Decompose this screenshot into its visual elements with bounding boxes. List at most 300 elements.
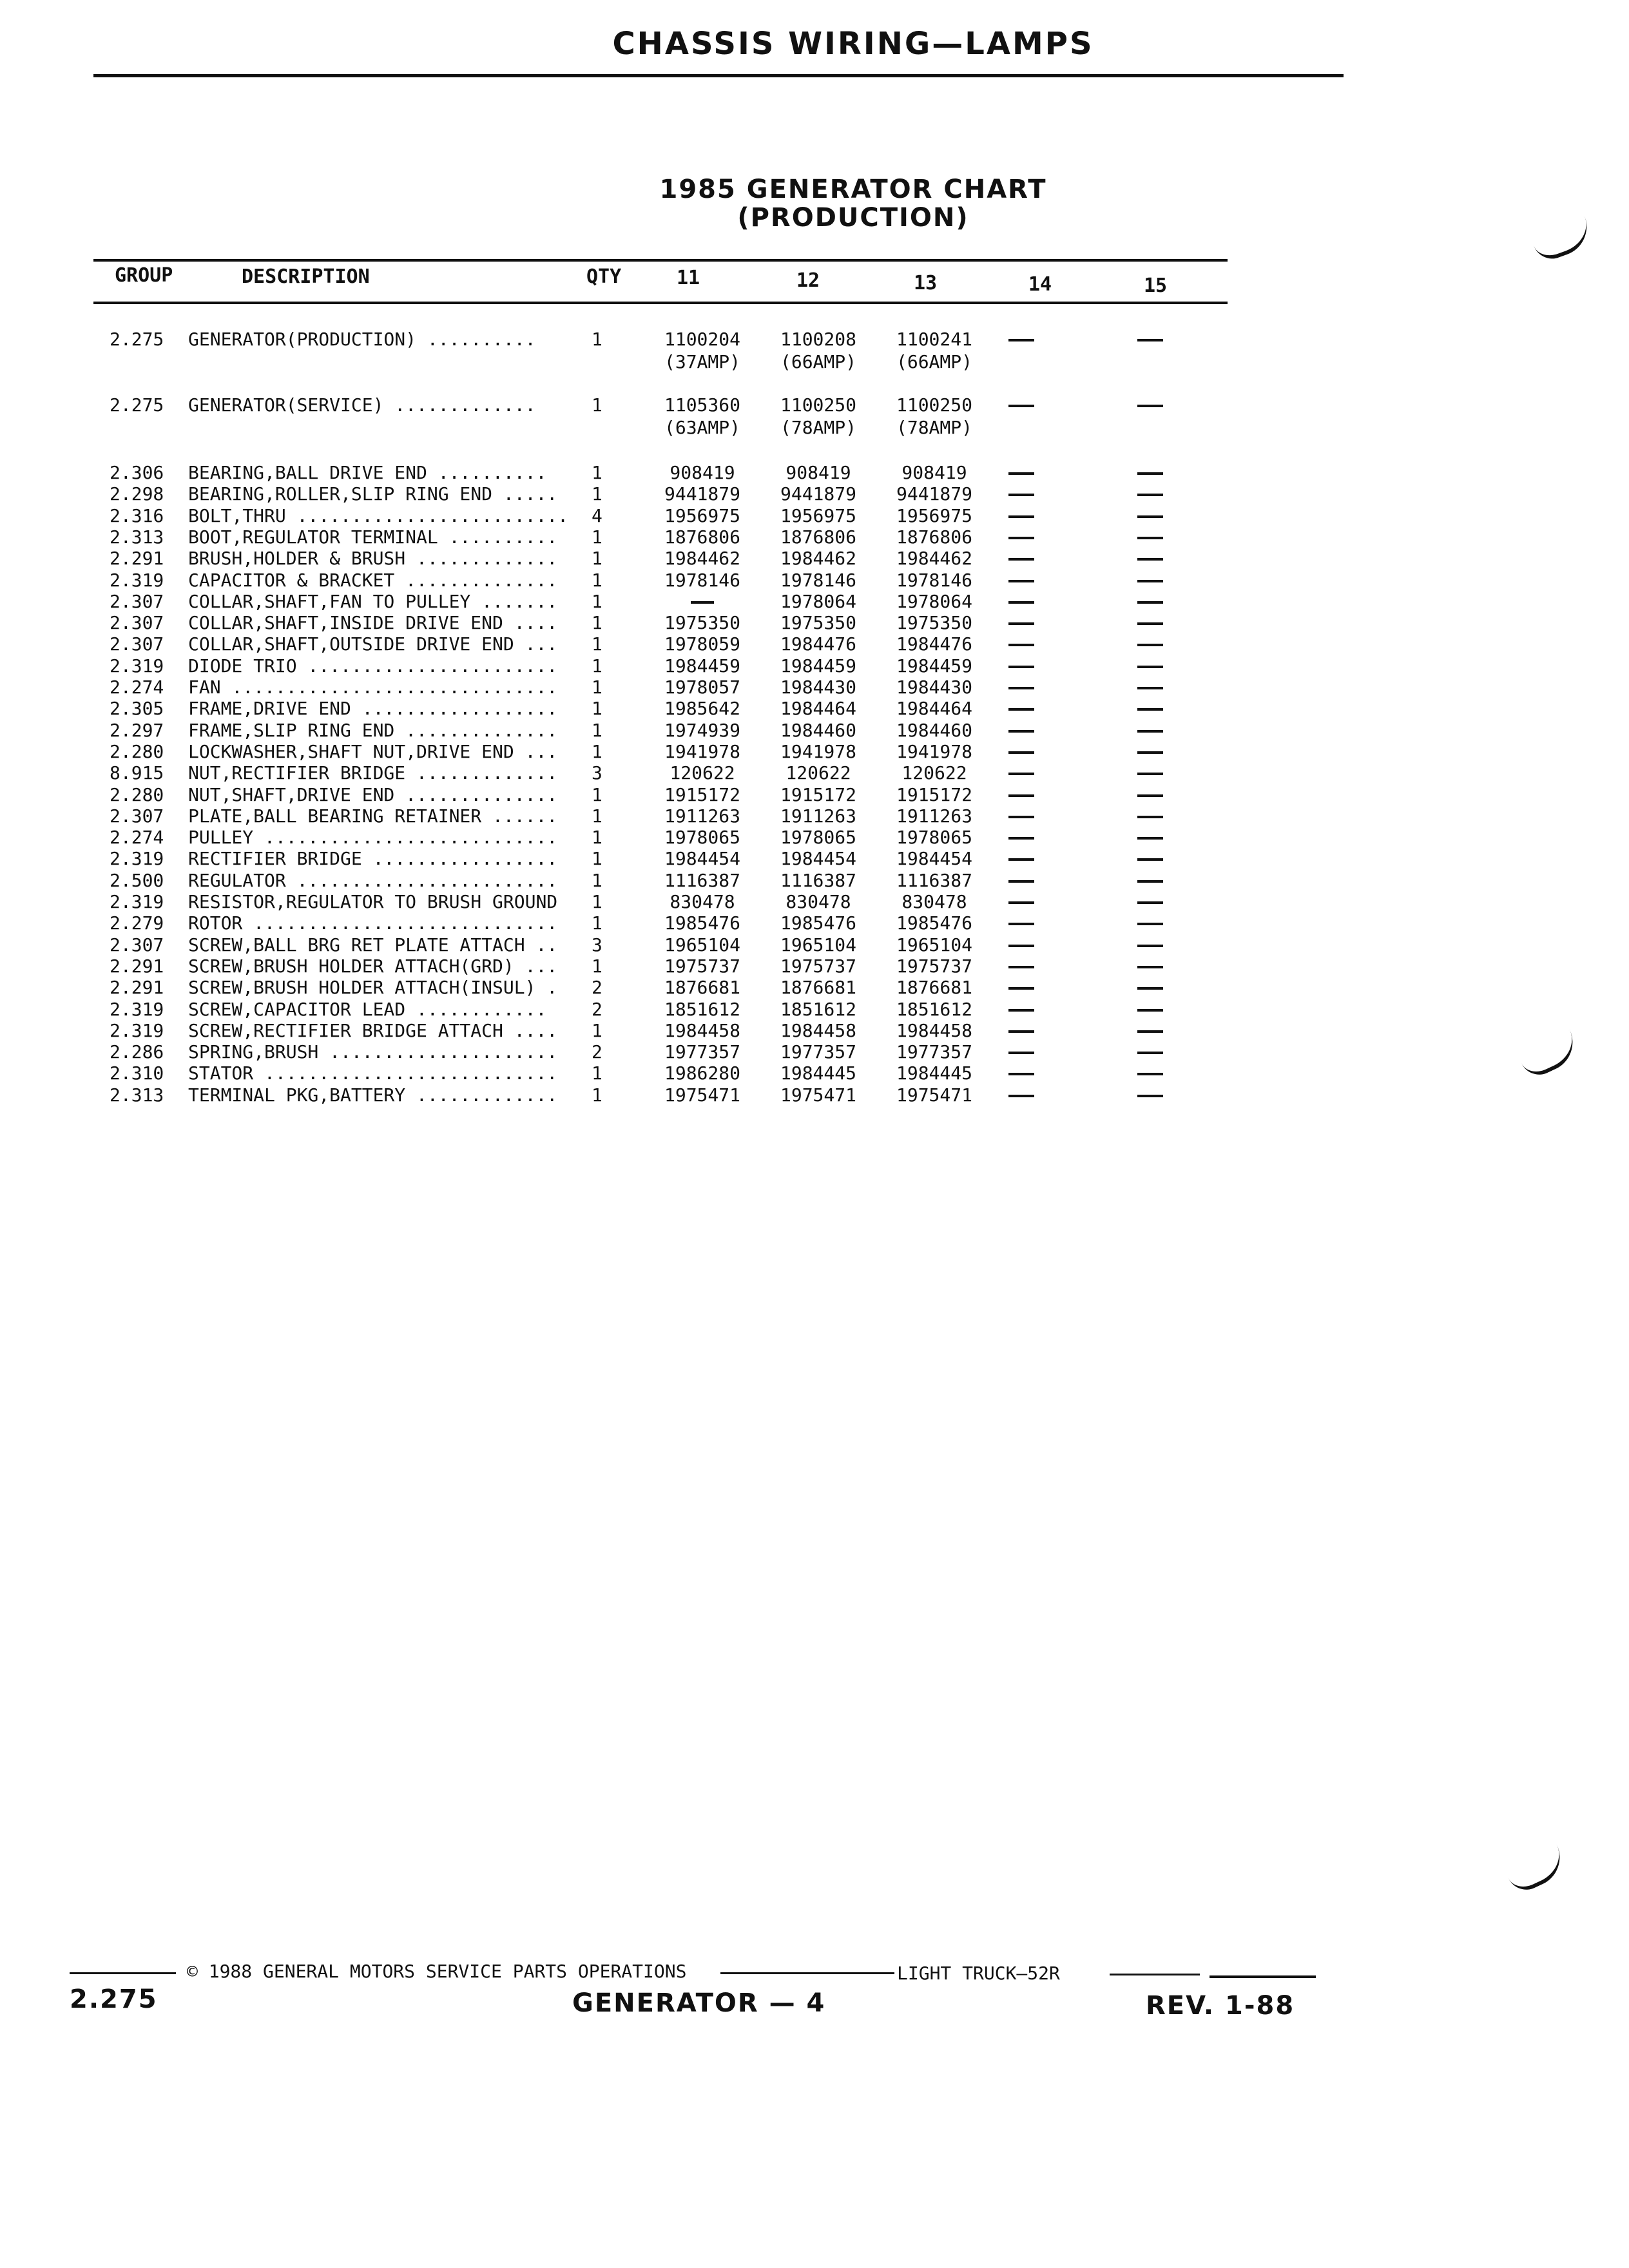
cell-description: FRAME,SLIP RING END .............. [188, 719, 558, 741]
cell-description: PULLEY ........................... [188, 827, 558, 849]
cell-description: CAPACITOR & BRACKET .............. [188, 569, 558, 591]
cell-group: 2.307 [110, 934, 164, 956]
cell-group: 2.274 [110, 827, 164, 849]
cell-col-11: 1985642 [664, 698, 740, 720]
table-row [0, 848, 1629, 869]
cell-col-13: 1876681 [896, 977, 972, 999]
cell-col-14-dash [996, 655, 1047, 677]
cell-group: 2.297 [110, 719, 164, 741]
cell-col-11-amp: (63AMP) [664, 417, 740, 438]
cell-qty: 1 [592, 827, 602, 849]
table-row [0, 805, 1629, 827]
cell-col-11: 1975350 [664, 612, 740, 634]
cell-group: 2.274 [110, 677, 164, 698]
header-rule [93, 74, 1344, 77]
col-header-description: DESCRIPTION [242, 265, 370, 288]
cell-col-14-dash [996, 827, 1047, 848]
cell-col-13: 1100250 [896, 394, 972, 416]
cell-col-14-dash [996, 1020, 1047, 1041]
cell-qty: 2 [592, 977, 602, 999]
table-row [0, 891, 1629, 912]
cell-qty: 1 [592, 1019, 602, 1041]
footer-rule-right [1110, 1974, 1200, 1975]
cell-col-15-dash [1124, 505, 1176, 526]
cell-col-13: 1977357 [896, 1041, 972, 1063]
cell-col-13: 1915172 [896, 783, 972, 805]
cell-col-12: 1985476 [780, 912, 856, 934]
cell-group: 2.307 [110, 612, 164, 634]
cell-col-13: 1984454 [896, 848, 972, 870]
cell-col-11: 1851612 [664, 998, 740, 1020]
cell-col-11: 9441879 [664, 483, 740, 505]
cell-col-15-dash [1124, 1084, 1176, 1106]
table-row [0, 1084, 1629, 1106]
cell-description: FAN .............................. [188, 677, 558, 698]
cell-description: STATOR ........................... [188, 1062, 558, 1084]
cell-col-12: 1876681 [780, 977, 856, 999]
cell-description: SCREW,BALL BRG RET PLATE ATTACH .. [188, 934, 558, 956]
cell-col-12-amp: (78AMP) [780, 417, 856, 438]
cell-col-13: 1978064 [896, 590, 972, 612]
cell-description: RECTIFIER BRIDGE ................. [188, 848, 558, 870]
cell-description: BEARING,BALL DRIVE END .......... [188, 462, 547, 483]
chart-title-line2: (PRODUCTION) [737, 203, 969, 233]
cell-col-12: 1876806 [780, 526, 856, 548]
cell-qty: 1 [592, 740, 602, 762]
cell-col-15-dash [1124, 677, 1176, 698]
cell-col-14-dash [996, 526, 1047, 548]
cell-description: GENERATOR(PRODUCTION) .......... [188, 329, 536, 350]
cell-col-14-dash [996, 1041, 1047, 1062]
cell-col-11: 1105360 [664, 394, 740, 416]
cell-col-15-dash [1124, 612, 1176, 633]
cell-col-11: 1911263 [664, 805, 740, 827]
cell-col-13: 1984460 [896, 719, 972, 741]
cell-col-11: 830478 [670, 891, 735, 912]
cell-col-15-dash [1124, 934, 1176, 956]
table-row [0, 977, 1629, 998]
cell-qty: 1 [592, 655, 602, 677]
cell-col-15-dash [1124, 548, 1176, 569]
cell-col-15-dash [1124, 720, 1176, 741]
cell-qty: 1 [592, 869, 602, 891]
cell-description: SCREW,RECTIFIER BRIDGE ATTACH .... [188, 1019, 558, 1041]
cell-col-14-dash [996, 591, 1047, 612]
cell-col-11: 1984459 [664, 655, 740, 677]
cell-col-12: 830478 [786, 891, 851, 912]
cell-qty: 1 [592, 955, 602, 977]
cell-col-15-dash [1124, 1020, 1176, 1041]
cell-col-12: 120622 [786, 762, 851, 784]
table-row [0, 870, 1629, 891]
cell-col-12: 1975471 [780, 1084, 856, 1106]
cell-description: COLLAR,SHAFT,INSIDE DRIVE END .... [188, 612, 558, 634]
cell-qty: 1 [592, 483, 602, 505]
cell-qty: 1 [592, 783, 602, 805]
cell-qty: 1 [592, 590, 602, 612]
cell-col-11: 1978146 [664, 569, 740, 591]
cell-group: 2.280 [110, 740, 164, 762]
cell-col-11: 1975471 [664, 1084, 740, 1106]
cell-col-15-dash [1124, 848, 1176, 869]
cell-col-13: 120622 [901, 762, 967, 784]
cell-group: 2.298 [110, 483, 164, 505]
cell-col-12: 9441879 [780, 483, 856, 505]
cell-group: 2.500 [110, 869, 164, 891]
cell-description: BRUSH,HOLDER & BRUSH ............. [188, 548, 558, 570]
chart-title-line1: 1985 GENERATOR CHART [659, 175, 1047, 204]
cell-col-13: 1911263 [896, 805, 972, 827]
cell-col-12: 1978065 [780, 827, 856, 849]
cell-description: BOLT,THRU ......................... [188, 505, 569, 526]
cell-col-13: 1984464 [896, 698, 972, 720]
cell-col-15-dash [1124, 912, 1176, 934]
cell-qty: 1 [592, 912, 602, 934]
cell-col-14-dash [996, 848, 1047, 869]
cell-col-13: 1975471 [896, 1084, 972, 1106]
footer-group-number: 2.275 [70, 1984, 158, 2014]
cell-col-13: 830478 [901, 891, 967, 912]
table-row [0, 394, 1629, 416]
cell-col-14-dash [996, 912, 1047, 934]
table-row [0, 655, 1629, 677]
cell-description: SCREW,CAPACITOR LEAD ............ [188, 998, 547, 1020]
cell-col-12: 1984464 [780, 698, 856, 720]
cell-qty: 2 [592, 998, 602, 1020]
binder-hole-mark [1504, 1845, 1569, 1896]
cell-col-13: 908419 [901, 462, 967, 483]
cell-description: BEARING,ROLLER,SLIP RING END ..... [188, 483, 558, 505]
cell-col-11: 1986280 [664, 1062, 740, 1084]
cell-col-15-dash [1124, 526, 1176, 548]
cell-group: 2.319 [110, 998, 164, 1020]
cell-qty: 1 [592, 677, 602, 698]
cell-col-11: 1984462 [664, 548, 740, 570]
cell-col-14-dash [996, 698, 1047, 719]
cell-group: 2.313 [110, 1084, 164, 1106]
cell-col-12: 1978064 [780, 590, 856, 612]
cell-col-15-dash [1124, 827, 1176, 848]
table-row [0, 483, 1629, 505]
cell-qty: 3 [592, 762, 602, 784]
cell-qty: 1 [592, 1062, 602, 1084]
table-row [0, 1041, 1629, 1062]
cell-group: 2.307 [110, 805, 164, 827]
table-row [0, 698, 1629, 719]
cell-col-14-dash [996, 784, 1047, 805]
cell-qty: 1 [592, 569, 602, 591]
footer-section: GENERATOR — 4 [572, 1988, 826, 2018]
cell-col-14-dash [996, 720, 1047, 741]
cell-col-12: 1100208 [780, 329, 856, 350]
cell-group: 2.319 [110, 848, 164, 870]
cell-col-12: 1975350 [780, 612, 856, 634]
cell-col-11: 1975737 [664, 955, 740, 977]
cell-col-13: 1985476 [896, 912, 972, 934]
cell-col-15-dash [1124, 698, 1176, 719]
cell-col-11: 120622 [670, 762, 735, 784]
cell-col-11: 1978065 [664, 827, 740, 849]
cell-col-14-dash [996, 741, 1047, 762]
cell-description: SCREW,BRUSH HOLDER ATTACH(INSUL) . [188, 977, 558, 999]
cell-description: FRAME,DRIVE END .................. [188, 698, 558, 720]
cell-col-14-dash [996, 677, 1047, 698]
table-row [0, 505, 1629, 526]
cell-col-15-dash [1124, 956, 1176, 977]
cell-qty: 1 [592, 1084, 602, 1106]
cell-col-12: 1100250 [780, 394, 856, 416]
cell-description: RESISTOR,REGULATOR TO BRUSH GROUND [188, 891, 558, 912]
cell-col-15-dash [1124, 762, 1176, 783]
cell-group: 2.307 [110, 590, 164, 612]
cell-col-13: 1100241 [896, 329, 972, 350]
table-row [0, 827, 1629, 848]
cell-group: 2.275 [110, 329, 164, 350]
cell-col-11: 1978059 [664, 633, 740, 655]
cell-group: 2.310 [110, 1062, 164, 1084]
cell-col-14-dash [996, 805, 1047, 827]
cell-col-15-dash [1124, 784, 1176, 805]
cell-col-13: 1876806 [896, 526, 972, 548]
cell-col-12: 1851612 [780, 998, 856, 1020]
cell-qty: 1 [592, 805, 602, 827]
cell-qty: 1 [592, 462, 602, 483]
cell-qty: 4 [592, 505, 602, 526]
cell-col-12: 1984459 [780, 655, 856, 677]
cell-col-15-dash [1124, 999, 1176, 1020]
cell-col-13-amp: (66AMP) [896, 351, 972, 372]
cell-col-12: 1975737 [780, 955, 856, 977]
cell-col-14-dash [996, 934, 1047, 956]
cell-col-12: 1965104 [780, 934, 856, 956]
table-row [0, 1020, 1629, 1041]
cell-col-11-dash [638, 591, 767, 612]
cell-group: 2.291 [110, 548, 164, 570]
cell-col-15-dash [1124, 329, 1176, 350]
cell-col-15-dash [1124, 655, 1176, 677]
cell-col-11: 1876806 [664, 526, 740, 548]
table-row [0, 912, 1629, 934]
cell-group: 2.305 [110, 698, 164, 720]
cell-col-11: 1984454 [664, 848, 740, 870]
cell-col-12: 1116387 [780, 869, 856, 891]
cell-qty: 3 [592, 934, 602, 956]
table-row-sub [0, 417, 1629, 438]
col-header-15: 15 [1144, 274, 1168, 297]
cell-col-13: 1975350 [896, 612, 972, 634]
cell-description: PLATE,BALL BEARING RETAINER ...... [188, 805, 558, 827]
cell-col-11: 908419 [670, 462, 735, 483]
cell-col-13: 1965104 [896, 934, 972, 956]
cell-col-15-dash [1124, 870, 1176, 891]
cell-qty: 1 [592, 891, 602, 912]
cell-qty: 1 [592, 719, 602, 741]
cell-group: 2.279 [110, 912, 164, 934]
table-row [0, 329, 1629, 350]
footer-rule-mid [720, 1972, 894, 1974]
footer-series: LIGHT TRUCK—52R [897, 1963, 1060, 1984]
cell-group: 2.286 [110, 1041, 164, 1063]
table-row [0, 526, 1629, 548]
cell-col-12: 908419 [786, 462, 851, 483]
table-row [0, 570, 1629, 591]
cell-description: LOCKWASHER,SHAFT NUT,DRIVE END ... [188, 740, 558, 762]
cell-col-13: 1956975 [896, 505, 972, 526]
cell-col-11: 1977357 [664, 1041, 740, 1063]
cell-col-13: 9441879 [896, 483, 972, 505]
cell-description: COLLAR,SHAFT,OUTSIDE DRIVE END ... [188, 633, 558, 655]
cell-col-14-dash [996, 394, 1047, 416]
cell-col-12-amp: (66AMP) [780, 351, 856, 372]
table-row [0, 762, 1629, 783]
page-header-title: CHASSIS WIRING—LAMPS [612, 26, 1094, 62]
cell-col-14-dash [996, 462, 1047, 483]
cell-col-13: 1978146 [896, 569, 972, 591]
cell-col-14-dash [996, 548, 1047, 569]
cell-col-13: 1984445 [896, 1062, 972, 1084]
cell-col-14-dash [996, 956, 1047, 977]
cell-col-11: 1965104 [664, 934, 740, 956]
cell-col-11: 1876681 [664, 977, 740, 999]
cell-col-13: 1941978 [896, 740, 972, 762]
cell-col-11: 1985476 [664, 912, 740, 934]
cell-group: 2.291 [110, 955, 164, 977]
cell-col-12: 1984476 [780, 633, 856, 655]
cell-group: 2.280 [110, 783, 164, 805]
table-row [0, 784, 1629, 805]
cell-group: 2.319 [110, 891, 164, 912]
table-row [0, 956, 1629, 977]
cell-group: 2.313 [110, 526, 164, 548]
cell-description: BOOT,REGULATOR TERMINAL .......... [188, 526, 558, 548]
cell-qty: 1 [592, 394, 602, 416]
cell-col-15-dash [1124, 633, 1176, 655]
cell-col-15-dash [1124, 741, 1176, 762]
col-header-13: 13 [914, 272, 938, 294]
cell-col-11: 1974939 [664, 719, 740, 741]
col-header-qty: QTY [586, 265, 622, 288]
cell-description: SCREW,BRUSH HOLDER ATTACH(GRD) ... [188, 955, 558, 977]
cell-description: ROTOR ............................ [188, 912, 558, 934]
table-row [0, 999, 1629, 1020]
cell-description: NUT,SHAFT,DRIVE END .............. [188, 783, 558, 805]
cell-description: NUT,RECTIFIER BRIDGE ............. [188, 762, 558, 784]
cell-qty: 1 [592, 526, 602, 548]
cell-col-13: 1984462 [896, 548, 972, 570]
cell-group: 2.307 [110, 633, 164, 655]
table-row [0, 612, 1629, 633]
cell-group: 8.915 [110, 762, 164, 784]
cell-col-12: 1977357 [780, 1041, 856, 1063]
cell-col-15-dash [1124, 805, 1176, 827]
cell-col-12: 1984458 [780, 1019, 856, 1041]
col-header-11: 11 [677, 267, 700, 289]
cell-col-11: 1978057 [664, 677, 740, 698]
cell-group: 2.319 [110, 1019, 164, 1041]
cell-qty: 1 [592, 633, 602, 655]
cell-col-11-amp: (37AMP) [664, 351, 740, 372]
cell-col-13: 1984459 [896, 655, 972, 677]
cell-description: COLLAR,SHAFT,FAN TO PULLEY ....... [188, 590, 558, 612]
cell-col-13-amp: (78AMP) [896, 417, 972, 438]
col-header-group: GROUP [115, 264, 173, 287]
cell-col-14-dash [996, 612, 1047, 633]
cell-qty: 1 [592, 848, 602, 870]
cell-group: 2.319 [110, 655, 164, 677]
table-row [0, 548, 1629, 569]
col-header-14: 14 [1028, 273, 1052, 296]
cell-group: 2.316 [110, 505, 164, 526]
cell-col-12: 1956975 [780, 505, 856, 526]
cell-col-14-dash [996, 870, 1047, 891]
cell-description: DIODE TRIO ....................... [188, 655, 558, 677]
cell-col-11: 1915172 [664, 783, 740, 805]
cell-col-15-dash [1124, 570, 1176, 591]
footer-rule-far-right [1210, 1975, 1316, 1978]
cell-group: 2.306 [110, 462, 164, 483]
cell-qty: 1 [592, 612, 602, 634]
cell-col-15-dash [1124, 591, 1176, 612]
cell-col-12: 1941978 [780, 740, 856, 762]
cell-col-13: 1975737 [896, 955, 972, 977]
cell-qty: 1 [592, 698, 602, 720]
cell-col-14-dash [996, 891, 1047, 912]
chart-title [0, 175, 1629, 232]
table-row [0, 591, 1629, 612]
table-row [0, 462, 1629, 483]
cell-col-15-dash [1124, 462, 1176, 483]
footer-revision: REV. 1-88 [1146, 1991, 1295, 2021]
table-row [0, 633, 1629, 655]
table-row [0, 741, 1629, 762]
cell-col-12: 1984462 [780, 548, 856, 570]
cell-col-15-dash [1124, 394, 1176, 416]
cell-col-12: 1984445 [780, 1062, 856, 1084]
cell-qty: 2 [592, 1041, 602, 1063]
cell-col-15-dash [1124, 977, 1176, 998]
cell-description: REGULATOR ........................ [188, 869, 558, 891]
cell-col-13: 1116387 [896, 869, 972, 891]
cell-col-11: 1100204 [664, 329, 740, 350]
cell-col-14-dash [996, 633, 1047, 655]
table-header-rule [93, 302, 1228, 304]
cell-col-11: 1941978 [664, 740, 740, 762]
cell-col-14-dash [996, 1062, 1047, 1084]
cell-group: 2.319 [110, 569, 164, 591]
cell-col-12: 1915172 [780, 783, 856, 805]
footer-rule-left [70, 1972, 176, 1974]
cell-col-13: 1984458 [896, 1019, 972, 1041]
cell-description: GENERATOR(SERVICE) ............. [188, 394, 536, 416]
cell-col-12: 1984460 [780, 719, 856, 741]
cell-col-13: 1851612 [896, 998, 972, 1020]
footer-copyright: © 1988 GENERAL MOTORS SERVICE PARTS OPERATIONS [187, 1961, 687, 1982]
cell-col-15-dash [1124, 1041, 1176, 1062]
cell-col-11: 1984458 [664, 1019, 740, 1041]
cell-col-14-dash [996, 329, 1047, 350]
cell-col-14-dash [996, 505, 1047, 526]
cell-col-12: 1984430 [780, 677, 856, 698]
cell-col-12: 1911263 [780, 805, 856, 827]
cell-qty: 1 [592, 548, 602, 570]
cell-col-15-dash [1124, 891, 1176, 912]
cell-description: TERMINAL PKG,BATTERY ............. [188, 1084, 558, 1106]
cell-col-11: 1116387 [664, 869, 740, 891]
cell-col-12: 1978146 [780, 569, 856, 591]
cell-col-14-dash [996, 762, 1047, 783]
cell-col-15-dash [1124, 483, 1176, 505]
table-row-sub [0, 351, 1629, 372]
